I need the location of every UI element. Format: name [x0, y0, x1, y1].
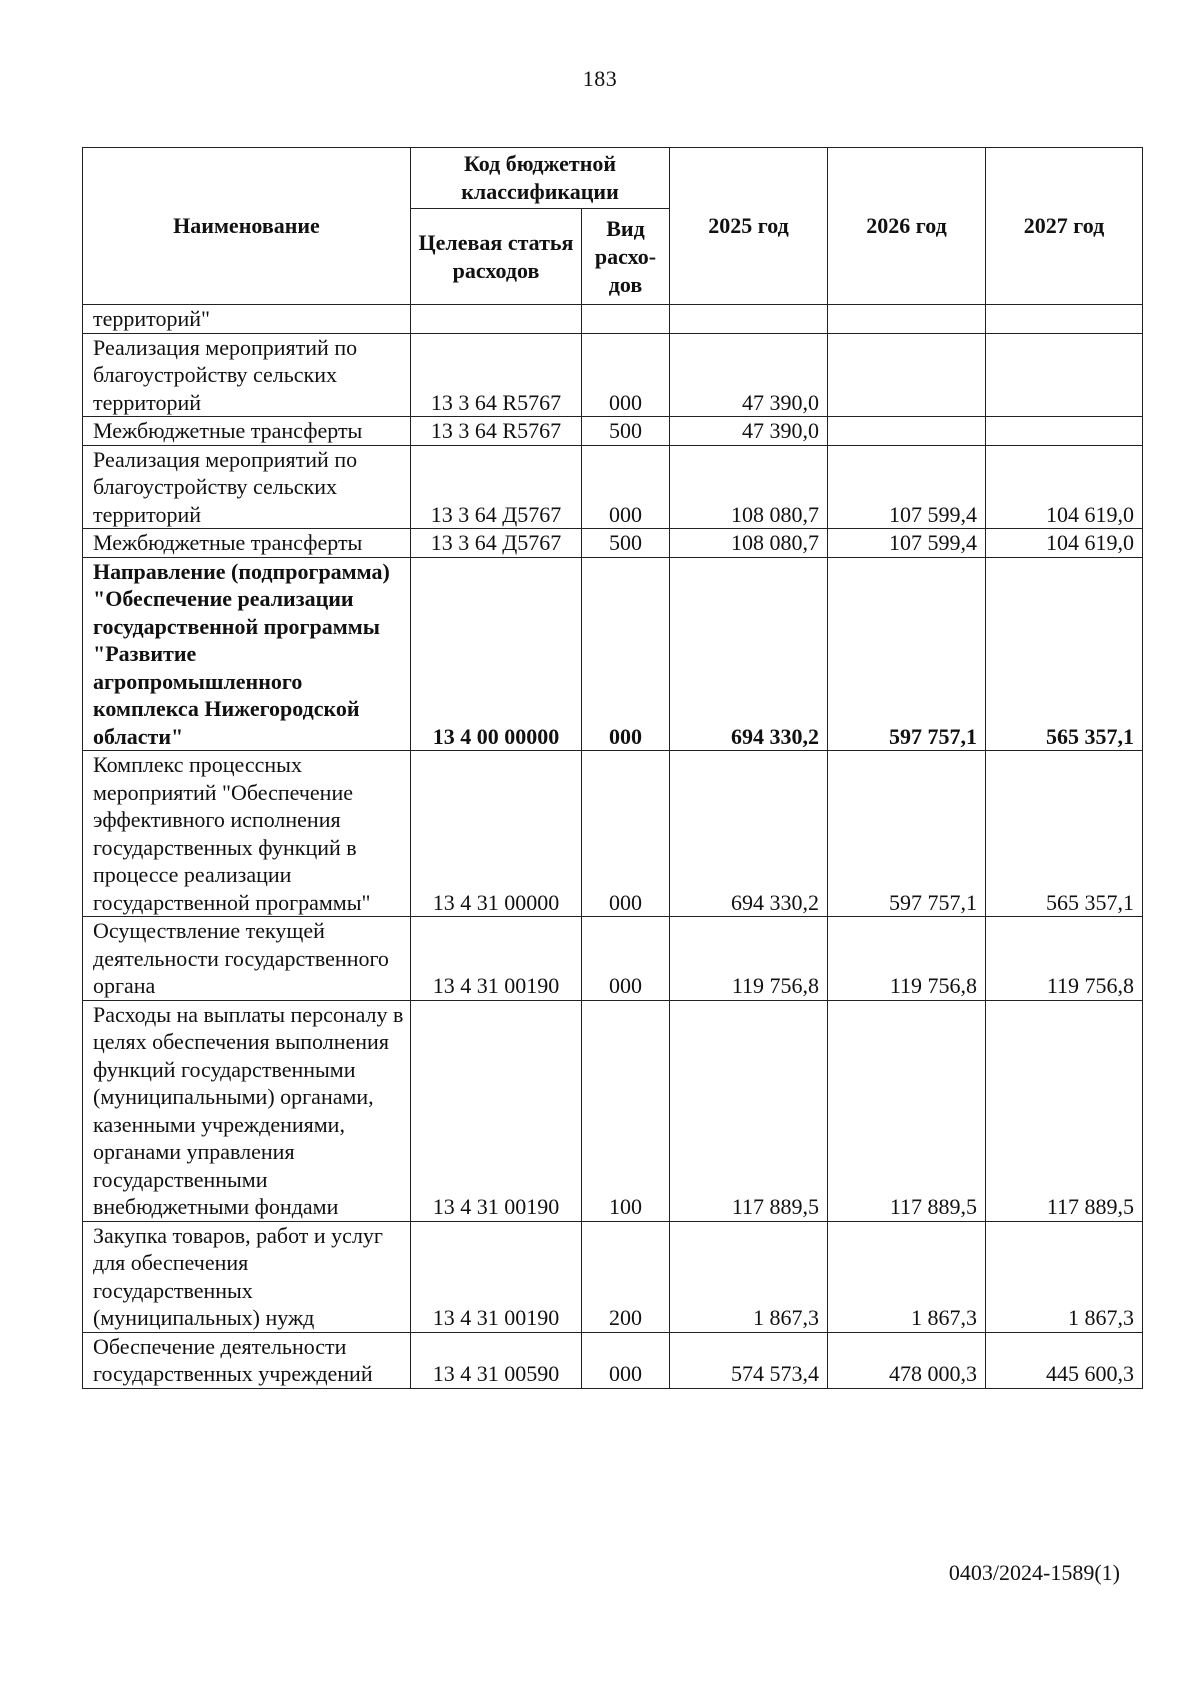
table-body	[83, 305, 1143, 1389]
cell-name: Реализация мероприятий по благоустройству сельских территорий	[83, 333, 411, 417]
cell-target-article: 13 4 31 00190	[411, 1221, 582, 1332]
table-row	[83, 305, 1143, 334]
cell-expense-kind: 000	[582, 1332, 670, 1388]
header-year-2027: 2027 год	[986, 148, 1143, 305]
document-code: 0403/2024-1589(1)	[948, 1560, 1120, 1585]
cell-year-2027: 565 357,1	[986, 751, 1143, 917]
cell-expense-kind: 500	[582, 529, 670, 558]
cell-year-2027	[986, 305, 1143, 334]
cell-year-2026: 107 599,4	[828, 445, 986, 529]
table-row	[83, 445, 1143, 529]
header-expense-kind: Вид расхо-дов	[582, 209, 670, 305]
header-target-article: Целевая статья расходов	[411, 209, 582, 305]
cell-year-2026	[828, 417, 986, 446]
cell-year-2025: 108 080,7	[670, 445, 828, 529]
table-row	[83, 333, 1143, 417]
budget-table	[82, 147, 1143, 1389]
cell-expense-kind: 200	[582, 1221, 670, 1332]
table-row	[83, 1332, 1143, 1388]
cell-target-article: 13 3 64 Д5767	[411, 445, 582, 529]
cell-year-2027: 445 600,3	[986, 1332, 1143, 1388]
cell-year-2026: 1 867,3	[828, 1221, 986, 1332]
header-name: Наименование	[83, 148, 411, 305]
cell-name: территорий"	[83, 305, 411, 334]
cell-year-2027	[986, 333, 1143, 417]
cell-year-2027: 117 889,5	[986, 1000, 1143, 1221]
table-header	[83, 148, 1143, 305]
cell-year-2025: 694 330,2	[670, 557, 828, 751]
cell-year-2025	[670, 305, 828, 334]
cell-name: Межбюджетные трансферты	[83, 417, 411, 446]
header-budget-code-group: Код бюджетной классификации	[411, 148, 670, 209]
cell-target-article: 13 4 31 00590	[411, 1332, 582, 1388]
table-row	[83, 1221, 1143, 1332]
cell-year-2025: 694 330,2	[670, 751, 828, 917]
cell-name: Комплекс процессных мероприятий "Обеспечение эффективного исполнения государственных функций в процессе реализации государственной программы"	[83, 751, 411, 917]
cell-name: Обеспечение деятельности государственных учреждений	[83, 1332, 411, 1388]
cell-name: Осуществление текущей деятельности государственного органа	[83, 917, 411, 1001]
cell-year-2026: 107 599,4	[828, 529, 986, 558]
table-row	[83, 529, 1143, 558]
cell-expense-kind: 000	[582, 333, 670, 417]
cell-year-2026: 597 757,1	[828, 557, 986, 751]
cell-expense-kind: 000	[582, 557, 670, 751]
cell-year-2026: 117 889,5	[828, 1000, 986, 1221]
cell-expense-kind: 000	[582, 445, 670, 529]
cell-target-article: 13 3 64 R5767	[411, 417, 582, 446]
page-number: 183	[582, 66, 618, 91]
cell-year-2026: 597 757,1	[828, 751, 986, 917]
cell-target-article	[411, 305, 582, 334]
cell-name: Межбюджетные трансферты	[83, 529, 411, 558]
cell-year-2026: 478 000,3	[828, 1332, 986, 1388]
cell-expense-kind: 100	[582, 1000, 670, 1221]
cell-target-article: 13 4 00 00000	[411, 557, 582, 751]
cell-year-2025: 47 390,0	[670, 417, 828, 446]
cell-name: Закупка товаров, работ и услуг для обеспечения государственных (муниципальных) нужд	[83, 1221, 411, 1332]
header-year-2025: 2025 год	[670, 148, 828, 305]
cell-target-article: 13 3 64 Д5767	[411, 529, 582, 558]
cell-year-2025: 117 889,5	[670, 1000, 828, 1221]
table-row	[83, 751, 1143, 917]
cell-year-2025: 1 867,3	[670, 1221, 828, 1332]
cell-target-article: 13 4 31 00190	[411, 1000, 582, 1221]
cell-year-2027: 1 867,3	[986, 1221, 1143, 1332]
cell-expense-kind: 500	[582, 417, 670, 446]
cell-expense-kind	[582, 305, 670, 334]
cell-name: Направление (подпрограмма) "Обеспечение реализации государственной программы "Развитие агропромышленного комплекса Нижегородской области"	[83, 557, 411, 751]
cell-year-2027: 565 357,1	[986, 557, 1143, 751]
header-year-2026: 2026 год	[828, 148, 986, 305]
cell-year-2027: 104 619,0	[986, 445, 1143, 529]
cell-year-2027	[986, 417, 1143, 446]
cell-year-2027: 104 619,0	[986, 529, 1143, 558]
cell-year-2025: 574 573,4	[670, 1332, 828, 1388]
cell-year-2025: 119 756,8	[670, 917, 828, 1001]
cell-target-article: 13 4 31 00000	[411, 751, 582, 917]
table-row	[83, 917, 1143, 1001]
cell-name: Реализация мероприятий по благоустройству сельских территорий	[83, 445, 411, 529]
cell-year-2027: 119 756,8	[986, 917, 1143, 1001]
cell-target-article: 13 3 64 R5767	[411, 333, 582, 417]
cell-year-2026	[828, 333, 986, 417]
cell-year-2026	[828, 305, 986, 334]
cell-year-2025: 47 390,0	[670, 333, 828, 417]
table-row	[83, 417, 1143, 446]
cell-year-2026: 119 756,8	[828, 917, 986, 1001]
cell-year-2025: 108 080,7	[670, 529, 828, 558]
table-row	[83, 1000, 1143, 1221]
cell-name: Расходы на выплаты персоналу в целях обеспечения выполнения функций государственными (муниципальными) органами, казенными учреждениями, органами управления государственными внебюджетными фондами	[83, 1000, 411, 1221]
cell-target-article: 13 4 31 00190	[411, 917, 582, 1001]
table-row	[83, 557, 1143, 751]
cell-expense-kind: 000	[582, 917, 670, 1001]
cell-expense-kind: 000	[582, 751, 670, 917]
